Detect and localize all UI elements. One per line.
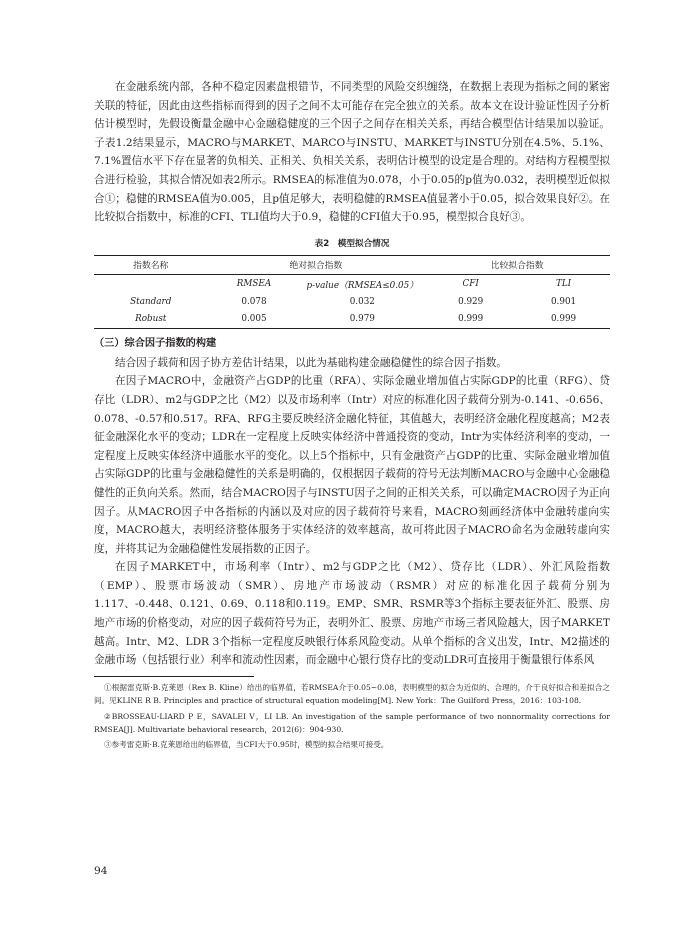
row-name: Robust <box>94 311 208 329</box>
header-absolute-fit <box>208 255 425 274</box>
subheader-empty <box>94 274 208 294</box>
subheader-cfi: CFI <box>462 279 479 290</box>
section-heading: （三）综合因子指数的构建 <box>94 337 217 349</box>
table-subheader-row <box>94 274 610 294</box>
model-fit-table <box>94 255 610 329</box>
subheader-tli: TLI <box>555 279 572 290</box>
page-number: 94 <box>94 865 108 877</box>
paragraph-composite-index: 结合因子载荷和因子协方差估计结果，以此为基础构建金融稳健性的综合因子指数。 <box>115 356 507 369</box>
footnote-divider <box>94 676 254 677</box>
page-body <box>94 78 610 754</box>
header-absolute-fit-label: 绝对拟合指数 <box>289 261 343 272</box>
header-comparative-fit-label: 比较拟合指数 <box>490 261 544 272</box>
table-row <box>94 294 610 311</box>
footnote-3: ③参考雷克斯·B.克莱恩给出的临界值，当CFI大于0.95时，模型的拟合结果可接受。 <box>104 740 389 750</box>
cell-pvalue: 0.979 <box>300 311 424 329</box>
cell-cfi: 0.929 <box>458 297 484 308</box>
table-header-row <box>94 255 610 274</box>
paragraph-market-factor: 在因子MARKET中，市场利率（Intr）、m2与GDP之比（M2）、贷存比（LDR）、外汇风险指数（EMP）、股票市场波动（SMR）、房地产市场波动（RSMR）对应的标准化因子载荷分别为1.117、-0.448、0.121、0.69、0.118和0.119。EMP、SMR、RSMR等3个指标主要表征外汇、股票、房地产市场的价格变动，对应的因子载荷符号为正，表明外汇、股票、房地产市场三者风险越大，因子MARKET越高。Intr、M2、LDR 3个指标一定程度反映银行体系风险变动。从单个指标的含义出发，Intr、M2描述的金融市场（包括银行业）利率和流动性因素，而金融中心银行贷存比的变动LDR可直接用于衡量银行体系风 <box>94 561 610 667</box>
cell-tli: 0.901 <box>550 297 577 308</box>
paragraph-model-fit-intro: 在金融系统内部，各种不稳定因素盘根错节，不同类型的风险交织缠绕，在数据上表现为指标之间的紧密关联的特征，因此由这些指标而得到的因子之间不太可能存在完全独立的关系。故本文在设计验证性因子分析估计模型时，先假设衡量金融中心金融稳健度的三个因子之间存在相关关系，再结合模型估计结果加以验证。子表1.2结果显示，MACRO与MARKET、MARCO与INSTU、MARKET与INSTU分别在4.5%、5.1%、7.1%置信水平下存在显著的负相关、正相关、负相关关系，表明估计模型的设定是合理的。对结构方程模型拟合进行检验，其拟合情况如表2所示。RMSEA的标准值为0.078，小于0.05的p值为0.032，表明模型近似拟合①；稳健的RMSEA值为0.005，且p值足够大，表明稳健的RMSEA值显著小于0.05，拟合效果良好②。在比较拟合指数中，标准的CFI、TLI值均大于0.9，稳健的CFI值大于0.95，模型拟合良好③。 <box>94 81 610 224</box>
table-title: 表2 模型拟合情况 <box>314 238 390 249</box>
cell-cfi: 0.999 <box>424 311 517 329</box>
header-comparative-fit <box>424 255 610 274</box>
cell-pvalue: 0.032 <box>349 297 375 308</box>
footnote-1: ①根据雷克斯·B.克莱恩（Rex B. Kline）给出的临界值，若RMSEA介于0.05~0.08，表明模型的拟合为近似的、合理的，介于良好拟合和差拟合之间。见KLINE R B. Principles and practice of structural equation modeling[M]. New York：The Guilford Press，2016：103-108. <box>94 682 610 706</box>
cell-tli: 0.999 <box>517 311 610 329</box>
paragraph-macro-factor: 在因子MACRO中，金融资产占GDP的比重（RFA）、实际金融业增加值占实际GDP的比重（RFG）、贷存比（LDR）、m2与GDP之比（M2）以及市场利率（Intr）对应的标准化因子载荷分别为-0.141、-0.656、0.078、-0.57和0.517。RFA、RFG主要反映经济金融化特征，其值越大，表明经济金融化程度越高；M2表征金融深化水平的变动；LDR在一定程度上反映实体经济中普通投资的变动，Intr为实体经济利率的变动，一定程度上反映实体经济中通胀水平的变化。以上5个指标中，只有金融资产占GDP的比重、实际金融业增加值占实际GDP的比重与金融稳健性的关系是明确的，仅根据因子载荷的符号无法判断MACRO与金融中心金融稳健性的正负向关系。然而，结合MACRO因子与INSTU因子之间的正相关关系，可以确定MACRO因子为正向因子。从MACRO因子中各指标的内涵以及对应的因子载荷符号来看，MACRO刻画经济体中金融转虚向实度，MACRO越大，表明经济整体服务于实体经济的效率越高，故可将此因子MACRO命名为金融转虚向实度，并将其记为金融稳健性发展指数的正因子。 <box>94 375 610 555</box>
cell-rmsea: 0.005 <box>208 311 301 329</box>
table-row <box>94 311 610 329</box>
subheader-pvalue: p-value（RMSEA≤0.05） <box>306 280 419 291</box>
row-name: Standard <box>130 297 172 308</box>
subheader-rmsea: RMSEA <box>236 279 272 290</box>
footnote-2: ②BROSSEAU-LIARD P E，SAVALEI V，LI LB. An investigation of the sample performance of two nonnormality corrections for RMSEA[J]. Multivariate behavioral research，2012(6)：904-930. <box>94 711 610 735</box>
header-indicator-name: 指数名称 <box>94 255 208 274</box>
cell-rmsea: 0.078 <box>241 297 267 308</box>
